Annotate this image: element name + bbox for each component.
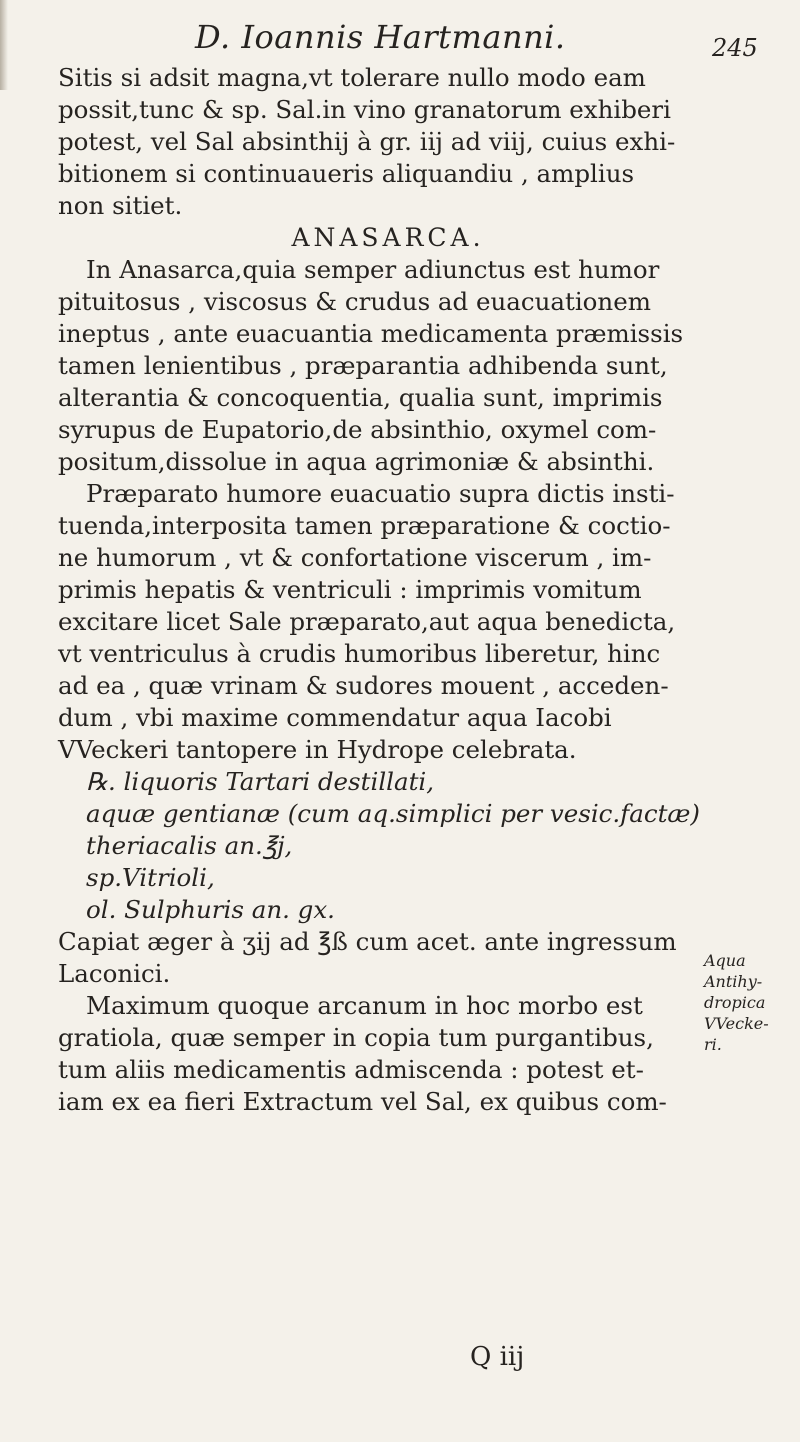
- text-line: ne humorum , vt & confortatione viscerum , im-: [58, 543, 652, 572]
- text-line: possit,tunc & sp. Sal.in vino granatorum exhiberi: [58, 95, 671, 124]
- recipe-line: sp.Vitrioli,: [86, 863, 215, 892]
- text-line: Præparato humore euacuatio supra dictis insti-: [86, 479, 675, 508]
- section-heading: ANASARCA.: [291, 223, 485, 252]
- text-line: ineptus , ante euacuantia medicamenta præmissis: [58, 319, 684, 348]
- text-line: tum aliis medicamentis admiscenda : potest et-: [58, 1055, 644, 1084]
- text-line: positum,dissolue in aqua agrimoniæ & absinthi.: [58, 447, 655, 476]
- text-line: pituitosus , viscosus & crudus ad euacuationem: [58, 287, 651, 316]
- recipe-line: ol. Sulphuris an. gx.: [86, 895, 335, 924]
- margin-note-line: ri.: [704, 1035, 722, 1054]
- text-line: gratiola, quæ semper in copia tum purgantibus,: [58, 1023, 654, 1052]
- text-line: Capiat æger à ʒij ad ℥ß cum acet. ante ingressum: [58, 927, 677, 956]
- text-line: tuenda,interposita tamen præparatione & coctio-: [58, 511, 671, 540]
- text-line: potest, vel Sal absinthij à gr. iij ad viij, cuius exhi-: [58, 127, 676, 156]
- text-line: non sitiet.: [58, 191, 183, 220]
- text-line: iam ex ea fieri Extractum vel Sal, ex quibus com-: [58, 1087, 667, 1116]
- text-line: alterantia & concoquentia, qualia sunt, imprimis: [58, 383, 663, 412]
- margin-note-line: VVecke-: [704, 1014, 769, 1033]
- text-line: tamen lenientibus , præparantia adhibenda sunt,: [58, 351, 668, 380]
- text-line: Laconici.: [58, 959, 171, 988]
- signature-mark: Q iij: [470, 1342, 525, 1372]
- main-text: [58, 62, 718, 1118]
- text-line: syrupus de Eupatorio,de absinthio, oxymel com-: [58, 415, 657, 444]
- text-line: Maximum quoque arcanum in hoc morbo est: [86, 991, 643, 1020]
- margin-note-line: dropica: [704, 993, 766, 1012]
- text-line: excitare licet Sale præparato,aut aqua benedicta,: [58, 607, 676, 636]
- text-line: VVeckeri tantopere in Hydrope celebrata.: [58, 735, 577, 764]
- recipe-line: aquæ gentianæ (cum aq.simplici per vesic.factæ): [86, 799, 700, 828]
- page-header: [0, 10, 800, 70]
- text-line: bitionem si continuaueris aliquandiu , amplius: [58, 159, 635, 188]
- text-line: primis hepatis & ventriculi : imprimis vomitum: [58, 575, 642, 604]
- text-line: Sitis si adsit magna,vt tolerare nullo modo eam: [58, 63, 646, 92]
- margin-note-line: Antihy-: [704, 972, 763, 991]
- recipe-line: ℞. liquoris Tartari destillati,: [86, 767, 435, 796]
- margin-note: [704, 950, 800, 1055]
- text-line: vt ventriculus à crudis humoribus liberetur, hinc: [58, 639, 661, 668]
- margin-note-line: Aqua: [704, 951, 746, 970]
- text-line: In Anasarca,quia semper adiunctus est humor: [86, 255, 660, 284]
- text-line: dum , vbi maxime commendatur aqua Iacobi: [58, 703, 612, 732]
- page-number: 245: [712, 34, 758, 62]
- running-head: D. Ioannis Hartmanni.: [195, 18, 566, 56]
- text-line: ad ea , quæ vrinam & sudores mouent , acceden-: [58, 671, 669, 700]
- recipe-line: theriacalis an.℥j,: [86, 831, 293, 860]
